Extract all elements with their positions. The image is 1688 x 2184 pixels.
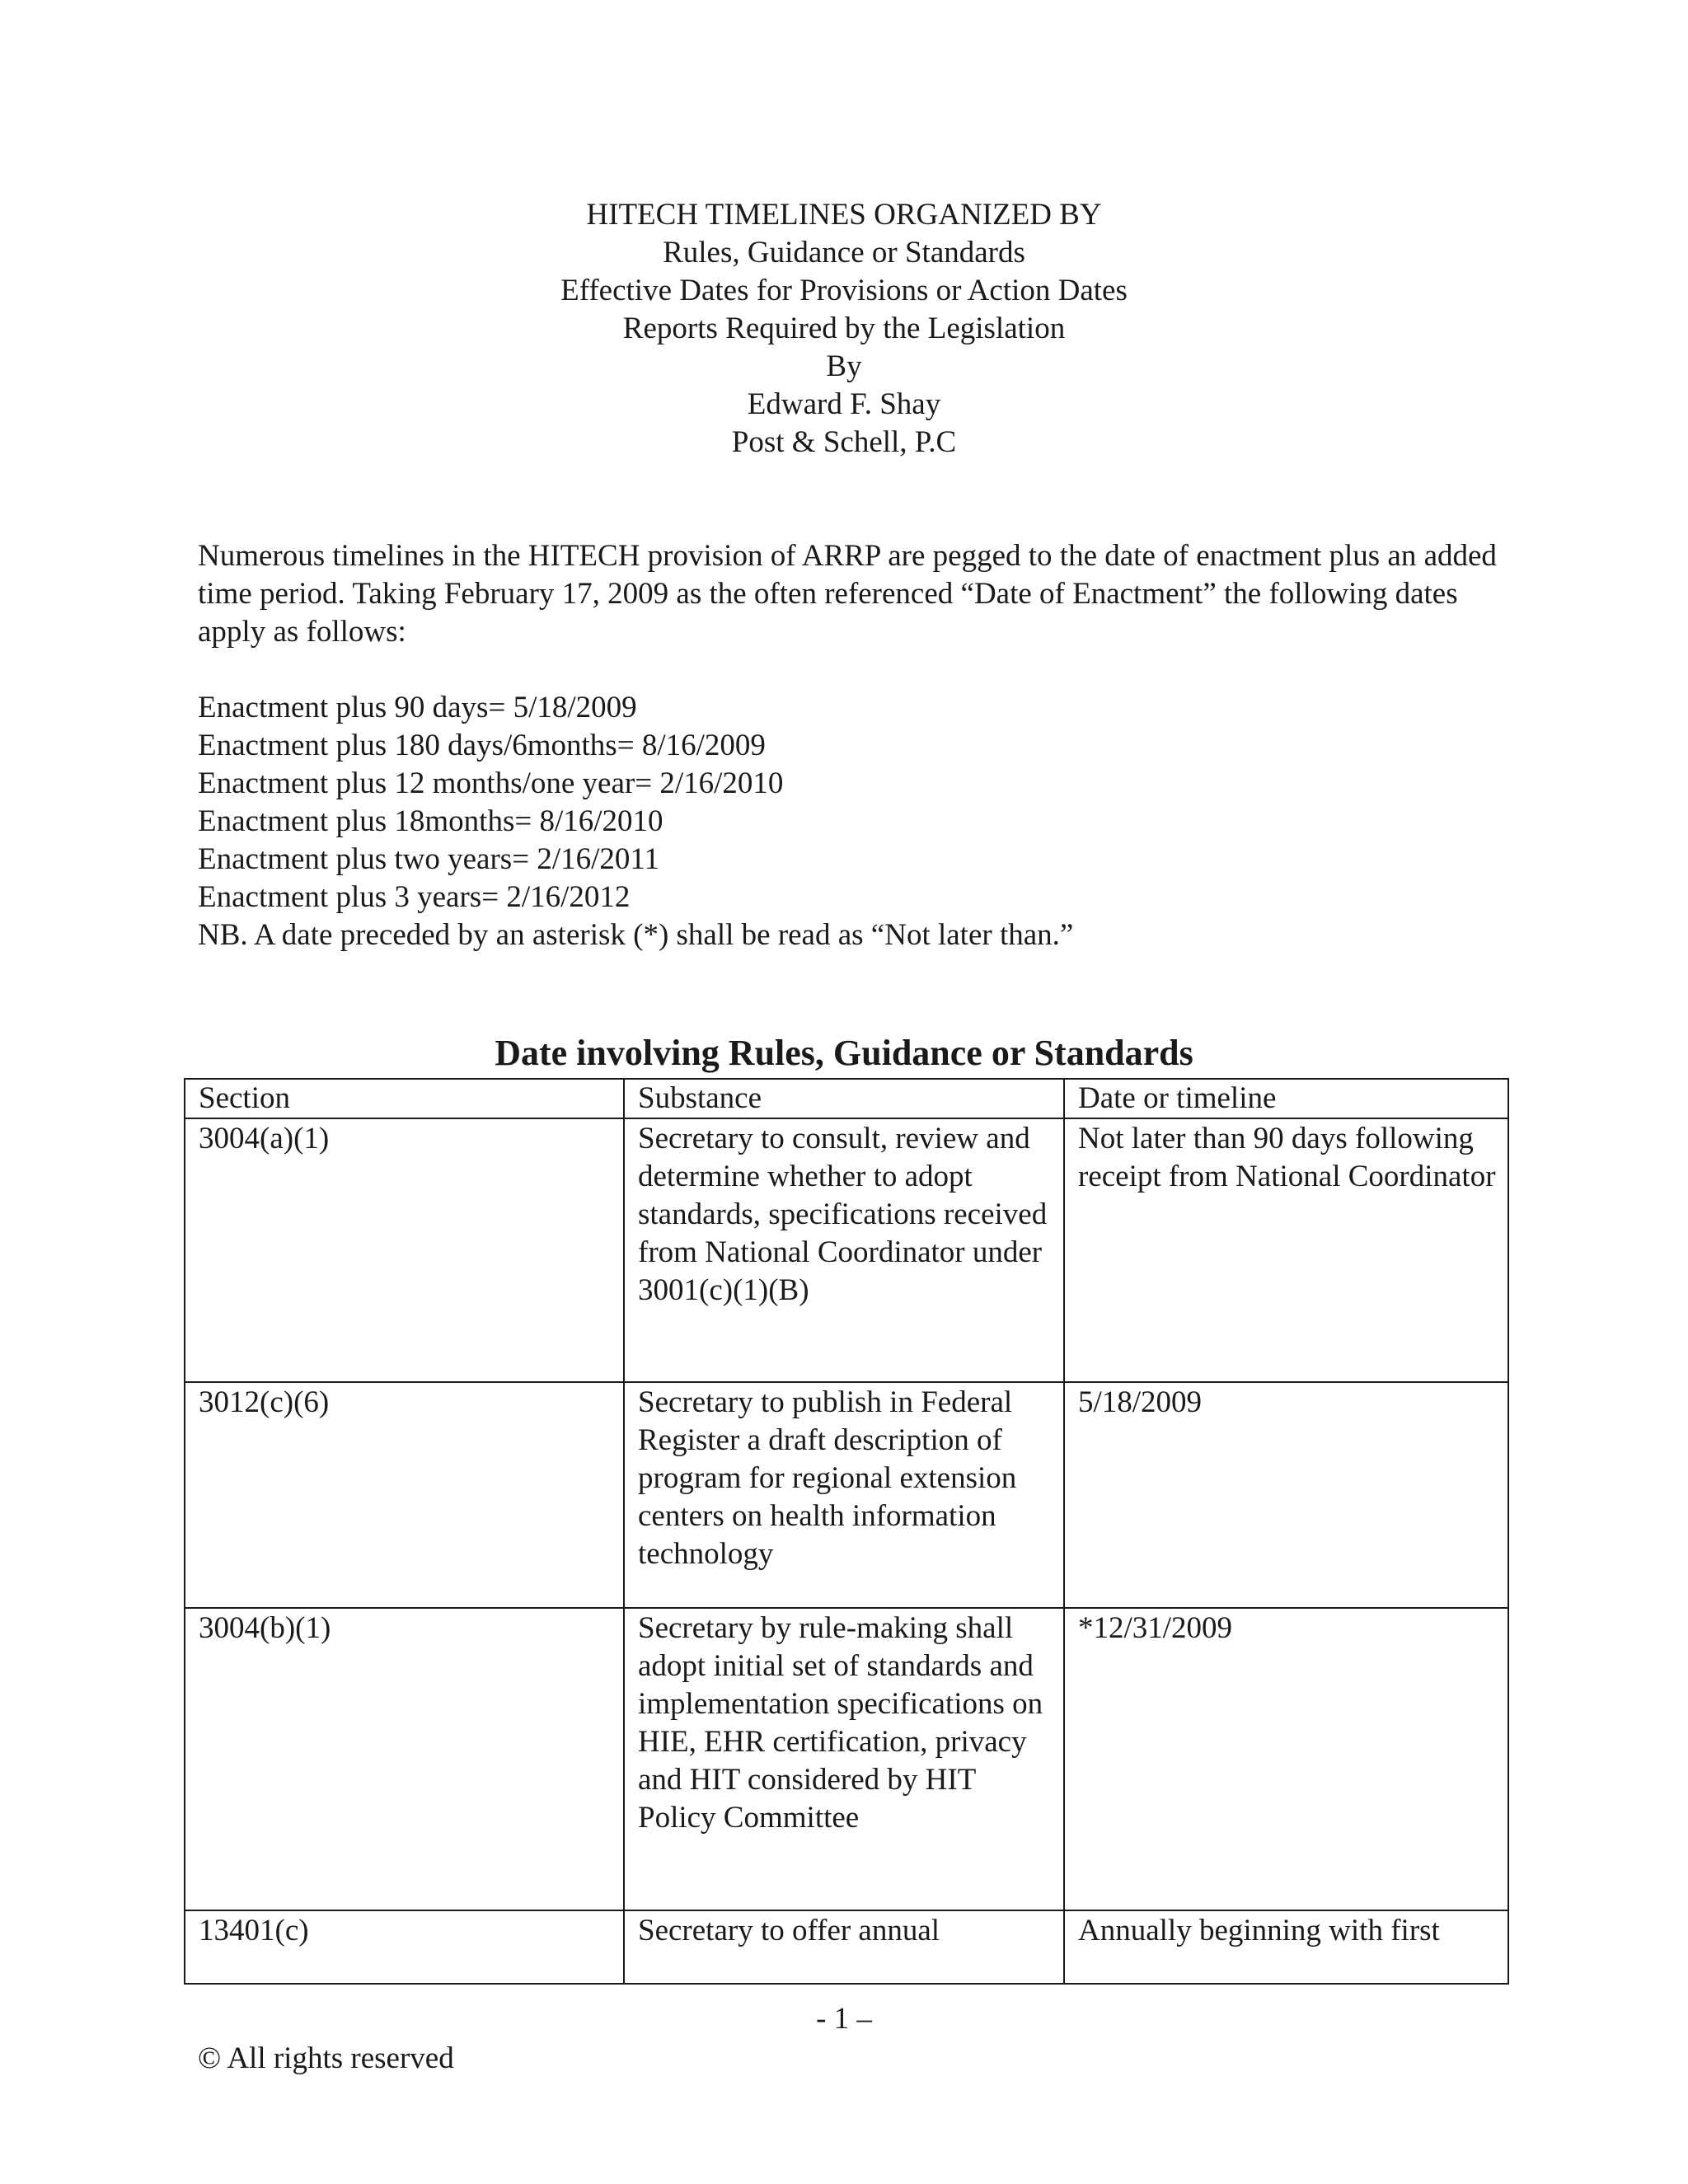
table-row (185, 1910, 1508, 1984)
table-row (185, 1608, 1508, 1910)
cell-substance: Secretary to publish in Federal Register a draft description of program for regional extension centers on health information technology (624, 1382, 1064, 1608)
copyright-notice: © All rights reserved (198, 2041, 454, 2075)
heading-author: Edward F. Shay (747, 387, 941, 421)
heading-subtitle-rules: Rules, Guidance or Standards (663, 236, 1025, 269)
heading-title: HITECH TIMELINES ORGANIZED BY (586, 198, 1102, 232)
cell-substance: Secretary to offer annual (624, 1910, 1064, 1984)
intro-paragraph: Numerous timelines in the HITECH provision of ARRP are pegged to the date of enactment plus an added time period. Taking February 17, 2009 as the often referenced “Date of Enactment” the following dates apply as follows: (198, 539, 1497, 649)
column-header-substance: Substance (624, 1079, 1064, 1118)
heading-by: By (826, 349, 862, 383)
table-row (185, 1382, 1508, 1608)
heading-firm: Post & Schell, P.C (731, 425, 957, 459)
cell-substance: Secretary to consult, review and determine whether to adopt standards, specifications received from National Coordinator under 3001(c)(1)(B) (624, 1118, 1064, 1382)
enactment-date-item: Enactment plus 12 months/one year= 2/16/2010 (198, 766, 784, 800)
cell-date: *12/31/2009 (1064, 1608, 1508, 1910)
column-header-section: Section (185, 1079, 624, 1118)
cell-date: Not later than 90 days following receipt from National Coordinator (1064, 1118, 1508, 1382)
enactment-date-item: Enactment plus 180 days/6months= 8/16/2009 (198, 729, 766, 762)
cell-section: 3004(a)(1) (185, 1118, 624, 1382)
enactment-date-item: Enactment plus 90 days= 5/18/2009 (198, 691, 637, 724)
asterisk-note: NB. A date preceded by an asterisk (*) shall be read as “Not later than.” (198, 918, 1074, 952)
table-row (185, 1118, 1508, 1382)
document-heading (0, 196, 1688, 462)
cell-section: 3012(c)(6) (185, 1382, 624, 1608)
cell-date: 5/18/2009 (1064, 1382, 1508, 1608)
enactment-dates-list (198, 689, 1073, 954)
timeline-table (184, 1078, 1509, 1985)
cell-section: 3004(b)(1) (185, 1608, 624, 1910)
column-header-date: Date or timeline (1064, 1079, 1508, 1118)
cell-substance: Secretary by rule-making shall adopt initial set of standards and implementation specifications on HIE, EHR certification, privacy and HIT considered by HIT Policy Committee (624, 1608, 1064, 1910)
cell-section: 13401(c) (185, 1910, 624, 1984)
enactment-date-item: Enactment plus 3 years= 2/16/2012 (198, 880, 631, 914)
enactment-date-item: Enactment plus two years= 2/16/2011 (198, 842, 660, 876)
page-number: - 1 – (816, 2002, 872, 2036)
table-title: Date involving Rules, Guidance or Standards (495, 1033, 1193, 1073)
table-header-row (185, 1079, 1508, 1118)
cell-date: Annually beginning with first (1064, 1910, 1508, 1984)
enactment-date-item: Enactment plus 18months= 8/16/2010 (198, 804, 663, 838)
heading-subtitle-effective-dates: Effective Dates for Provisions or Action Dates (560, 274, 1128, 307)
heading-subtitle-reports: Reports Required by the Legislation (622, 312, 1066, 345)
